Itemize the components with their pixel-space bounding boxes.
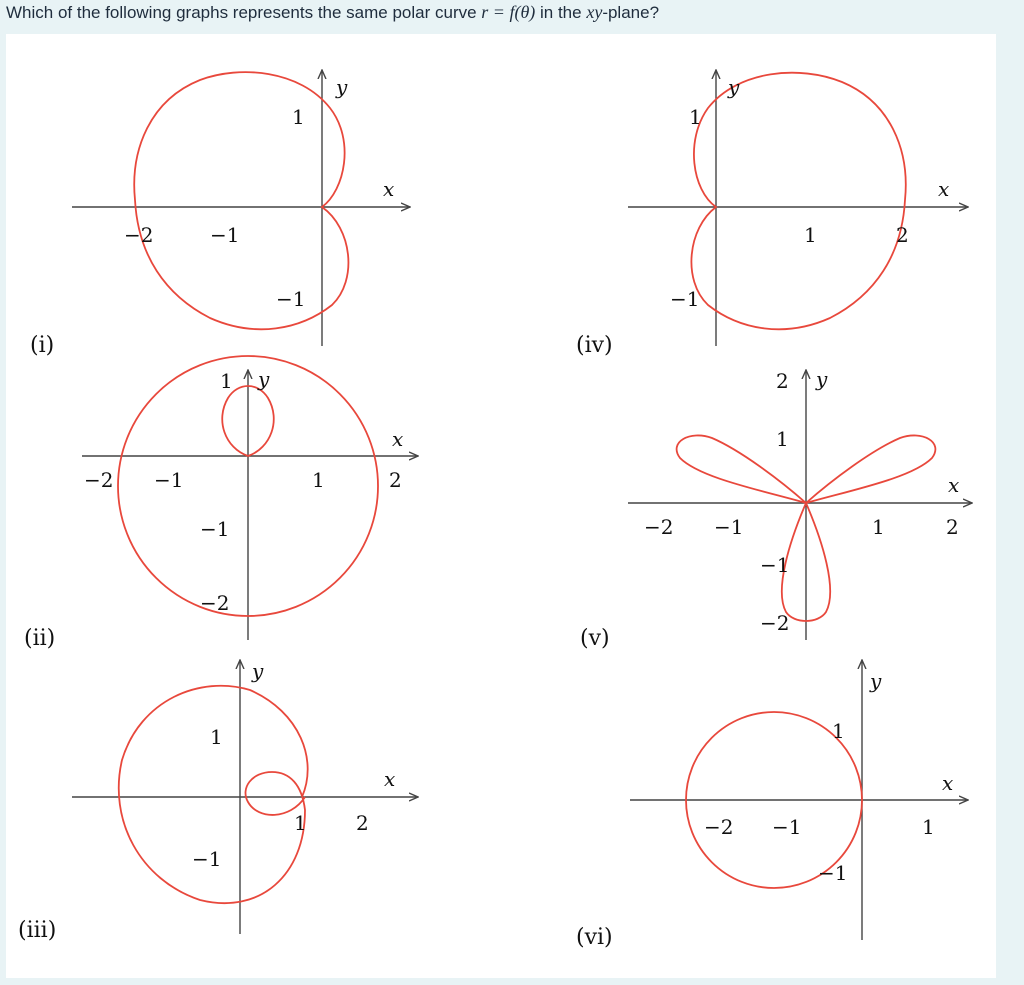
tick-label: 1 bbox=[922, 815, 935, 839]
tick-label: −2 bbox=[84, 468, 114, 492]
tick-label: −2 bbox=[760, 611, 790, 635]
tick-label: 1 bbox=[689, 105, 702, 129]
y-axis-name: y bbox=[252, 659, 264, 683]
tick-label: 1 bbox=[776, 427, 789, 451]
tick-label: −1 bbox=[818, 861, 848, 885]
polar-curve bbox=[691, 73, 905, 330]
panel-vi bbox=[576, 660, 968, 950]
panel-ii bbox=[24, 356, 418, 651]
tick-label: 1 bbox=[292, 105, 305, 129]
tick-label: 1 bbox=[832, 719, 845, 743]
tick-label: 2 bbox=[776, 369, 789, 393]
y-axis-name: y bbox=[816, 367, 828, 391]
tick-label: −1 bbox=[192, 847, 222, 871]
y-axis-name: y bbox=[728, 75, 740, 99]
tick-label: −1 bbox=[772, 815, 802, 839]
tick-label: 2 bbox=[896, 223, 909, 247]
polar-curve bbox=[134, 72, 348, 329]
panel-i bbox=[30, 70, 410, 358]
tick-label: −1 bbox=[200, 517, 230, 541]
x-axis-name: x bbox=[392, 427, 404, 451]
tick-label: 1 bbox=[294, 811, 307, 835]
panel-label: (v) bbox=[580, 626, 610, 651]
panel-iii bbox=[18, 659, 418, 943]
rose-petal-right bbox=[806, 435, 935, 503]
tick-label: 2 bbox=[356, 811, 369, 835]
x-axis-name: x bbox=[384, 767, 396, 791]
tick-label: −2 bbox=[704, 815, 734, 839]
panel-label: (i) bbox=[30, 333, 55, 358]
question-suffix: -plane? bbox=[602, 3, 660, 22]
x-axis-name: x bbox=[942, 771, 954, 795]
tick-label: −1 bbox=[210, 223, 240, 247]
tick-label: 1 bbox=[312, 468, 325, 492]
x-axis-name: x bbox=[938, 177, 950, 201]
question-prefix: Which of the following graphs represents the same polar curve bbox=[6, 3, 482, 22]
panel-iv bbox=[576, 70, 968, 358]
tick-label: −1 bbox=[714, 515, 744, 539]
tick-label: 1 bbox=[220, 369, 233, 393]
tick-label: −2 bbox=[644, 515, 674, 539]
question-plane: xy bbox=[586, 2, 603, 22]
y-axis-name: y bbox=[258, 367, 270, 391]
panel-label: (ii) bbox=[24, 626, 56, 651]
panel-label: (vi) bbox=[576, 925, 613, 950]
tick-label: 2 bbox=[389, 468, 402, 492]
tick-label: −1 bbox=[154, 468, 184, 492]
x-axis-name: x bbox=[948, 473, 960, 497]
question-middle: in the bbox=[535, 3, 587, 22]
tick-label: 2 bbox=[946, 515, 959, 539]
tick-label: −1 bbox=[276, 287, 306, 311]
tick-label: 1 bbox=[210, 725, 223, 749]
y-axis-name: y bbox=[870, 669, 882, 693]
tick-label: −2 bbox=[124, 223, 154, 247]
tick-label: −1 bbox=[760, 553, 790, 577]
x-axis-name: x bbox=[383, 177, 395, 201]
question-math: r = f(θ) bbox=[481, 2, 536, 22]
tick-label: −2 bbox=[200, 591, 230, 615]
panel-v bbox=[580, 367, 972, 651]
tick-label: −1 bbox=[670, 287, 700, 311]
tick-label: 1 bbox=[804, 223, 817, 247]
panel-label: (iii) bbox=[18, 918, 57, 943]
panel-label: (iv) bbox=[576, 333, 613, 358]
y-axis-name: y bbox=[336, 75, 348, 99]
tick-label: 1 bbox=[872, 515, 885, 539]
